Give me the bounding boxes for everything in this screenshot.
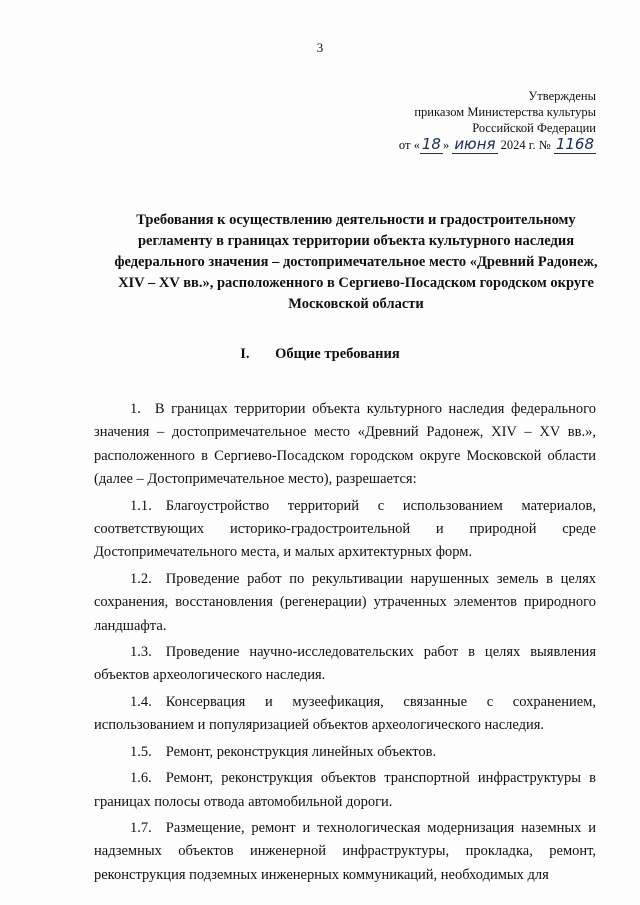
date-prefix: от « — [398, 138, 420, 152]
handwritten-month: июня — [454, 135, 496, 153]
approval-line-3: Российской Федерации — [472, 121, 596, 135]
paragraph — [94, 767, 596, 814]
document-body — [94, 398, 596, 887]
paragraph — [94, 568, 596, 638]
paragraph — [94, 741, 596, 764]
date-mid: » — [442, 138, 450, 152]
paragraph-text: Благоустройство территорий с использованием материалов, соответствующих историко-градостроительной и природной среде Достопримечательного места, и малых архитектурных форм. — [94, 497, 596, 561]
approval-line-1: Утверждены — [528, 89, 596, 103]
document-title: Требования к осуществлению деятельности и градостроительному регламенту в границах территории объекта культурного наследия федерального значения – достопримечательное место «Древний Радонеж, XIV – XV вв.», расположенного в Сергиево-Посадском городском округе Московской области — [114, 212, 598, 312]
paragraph-label: 1.6. — [130, 770, 152, 787]
section-heading — [0, 346, 640, 363]
handwritten-number: 1168 — [555, 135, 594, 153]
paragraph-text: В границах территории объекта культурного наследия федерального значения – достопримечательное место «Древний Радонеж, XIV – XV вв.», расположенного в Сергиево-Посадском городском округе Московской области (далее – Достопримечательное место), разрешается: — [94, 401, 596, 488]
section-number: I. — [240, 346, 250, 362]
paragraph-label: 1.7. — [130, 819, 152, 836]
paragraph — [94, 495, 596, 565]
paragraph — [94, 817, 596, 887]
paragraph-label: 1.3. — [130, 644, 152, 661]
paragraph-text: Консервация и музеефикация, связанные с сохранением, использованием и популяризацией объектов археологического наследия. — [94, 693, 596, 734]
approval-line-2: приказом Министерства культуры — [414, 105, 596, 119]
paragraph-label: 1.1. — [130, 497, 152, 514]
paragraph-text: Проведение работ по рекультивации нарушенных земель в целях сохранения, восстановления (регенерации) утраченных элементов природного ландшафта. — [94, 570, 596, 634]
paragraph-label: 1.4. — [130, 693, 152, 710]
paragraph-text: Ремонт, реконструкция объектов транспортной инфраструктуры в границах полосы отвода автомобильной дороги. — [94, 770, 596, 810]
paragraph-text: Ремонт, реконструкция линейных объектов. — [165, 743, 437, 760]
handwritten-day: 18 — [421, 135, 441, 153]
paragraph — [94, 691, 596, 738]
paragraph-label: 1. — [130, 401, 141, 417]
paragraph-label: 1.5. — [130, 743, 152, 760]
section-title: Общие требования — [275, 346, 400, 362]
year-text: 2024 г. № — [500, 138, 551, 152]
approval-date — [399, 135, 596, 153]
paragraph — [94, 641, 596, 688]
paragraph — [94, 398, 596, 492]
paragraph-text: Проведение научно-исследовательских работ в целях выявления объектов археологического наследия. — [94, 644, 596, 684]
paragraph-text: Размещение, ремонт и технологическая модернизация наземных и надземных объектов инженерной инфраструктуры, прокладка, ремонт, реконструкция подземных инженерных коммуникаций, необходимых для — [94, 819, 596, 883]
page-number: 3 — [316, 40, 324, 55]
paragraph-label: 1.2. — [130, 570, 152, 587]
approval-block — [414, 88, 596, 136]
